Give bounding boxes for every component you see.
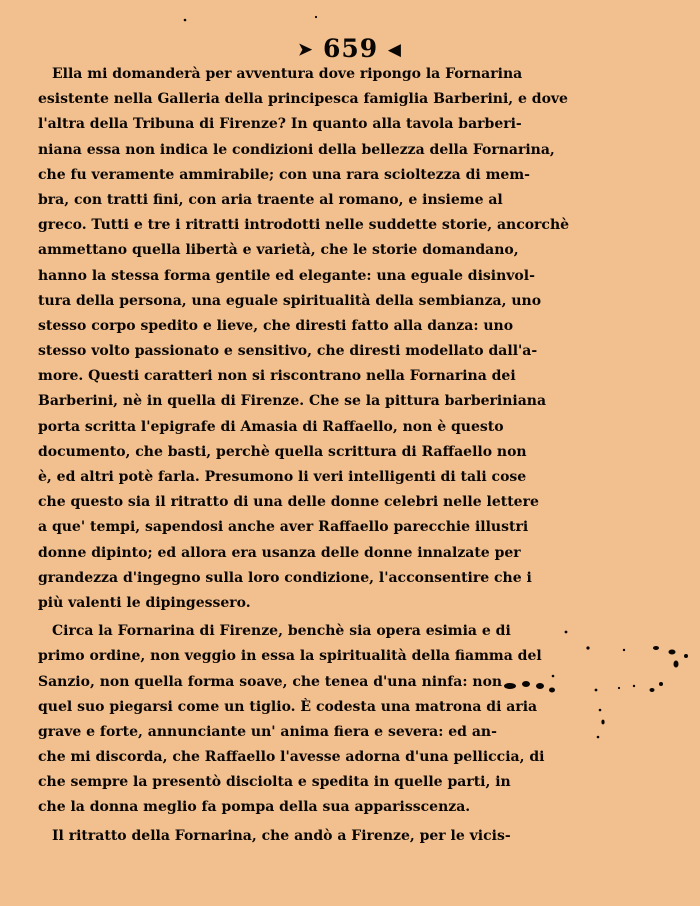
paragraph bbox=[38, 824, 511, 849]
text-line: donne dipinto; ed allora era usanza delle donne innalzate per bbox=[38, 544, 521, 561]
text-line: grandezza d'ingegno sulla loro condizione, l'acconsentire che i bbox=[38, 569, 532, 586]
left-pointer-mark: ➤ bbox=[298, 40, 314, 60]
body-text bbox=[38, 62, 570, 849]
paragraph bbox=[38, 62, 570, 616]
text-line: bra, con tratti fini, con aria traente al romano, e insieme al bbox=[38, 191, 503, 208]
text-line: porta scritta l'epigrafe di Amasia di Raffaello, non è questo bbox=[38, 418, 504, 435]
text-line: Ella mi domanderà per avventura dove ripongo la Fornarina bbox=[52, 66, 523, 82]
text-line: che questo sia il ritratto di una delle donne celebri nelle lettere bbox=[38, 494, 539, 511]
text-line: che la donna meglio fa pompa della sua apparisscenza. bbox=[38, 799, 471, 816]
text-line: a que' tempi, sapendosi anche aver Raffaello parecchie illustri bbox=[38, 519, 529, 536]
text-line: che fu veramente ammirabile; con una rara scioltezza di mem- bbox=[38, 166, 530, 183]
text-line: niana essa non indica le condizioni della bellezza della Fornarina, bbox=[38, 141, 555, 158]
text-line: stesso volto passionato e sensitivo, che diresti modellato dall'a- bbox=[38, 343, 538, 360]
right-pointer-mark: ◀ bbox=[387, 40, 402, 60]
text-line: è, ed altri potè farla. Presumono li veri intelligenti di tali cose bbox=[38, 469, 527, 485]
text-line: greco. Tutti e tre i ritratti introdotti nelle suddette storie, ancorchè bbox=[38, 217, 570, 234]
text-line: Barberini, nè in quella di Firenze. Che se la pittura barberiniana bbox=[38, 393, 547, 410]
text-line: grave e forte, annunciante un' anima fiera e severa: ed an- bbox=[38, 723, 497, 740]
text-line: primo ordine, non veggio in essa la spiritualità della fiamma del bbox=[38, 648, 542, 665]
paragraph bbox=[38, 619, 545, 821]
text-line: più valenti le dipingessero. bbox=[38, 594, 251, 611]
text-line: quel suo piegarsi come un tiglio. È codesta una matrona di aria bbox=[38, 698, 538, 715]
text-line: tura della persona, una eguale spiritualità della sembianza, uno bbox=[38, 292, 542, 309]
text-line: che mi discorda, che Raffaello l'avesse adorna d'una pelliccia, di bbox=[38, 749, 545, 766]
text-line: hanno la stessa forma gentile ed elegante: una eguale disinvol- bbox=[38, 267, 535, 284]
text-line: esistente nella Galleria della principesca famiglia Barberini, e dove bbox=[38, 91, 568, 108]
text-line: stesso corpo spedito e lieve, che diresti fatto alla danza: uno bbox=[38, 317, 514, 334]
text-line: Sanzio, non quella forma soave, che tenea d'una ninfa: non bbox=[38, 673, 503, 690]
text-line: ammettano quella libertà e varietà, che le storie domandano, bbox=[38, 242, 519, 259]
page-number: 659 bbox=[322, 34, 379, 63]
text-line: Il ritratto della Fornarina, che andò a Firenze, per le vicis- bbox=[52, 827, 511, 844]
text-line: Circa la Fornarina di Firenze, benchè sia opera esimia e di bbox=[52, 623, 511, 640]
text-line: l'altra della Tribuna di Firenze? In quanto alla tavola barberi- bbox=[38, 116, 522, 133]
page-number-header bbox=[0, 34, 700, 63]
text-line: che sempre la presentò disciolta e spedita in quelle parti, in bbox=[38, 774, 511, 791]
text-line: more. Questi caratteri non si riscontrano nella Fornarina dei bbox=[38, 368, 516, 385]
text-line: documento, che basti, perchè quella scrittura di Raffaello non bbox=[38, 443, 527, 460]
